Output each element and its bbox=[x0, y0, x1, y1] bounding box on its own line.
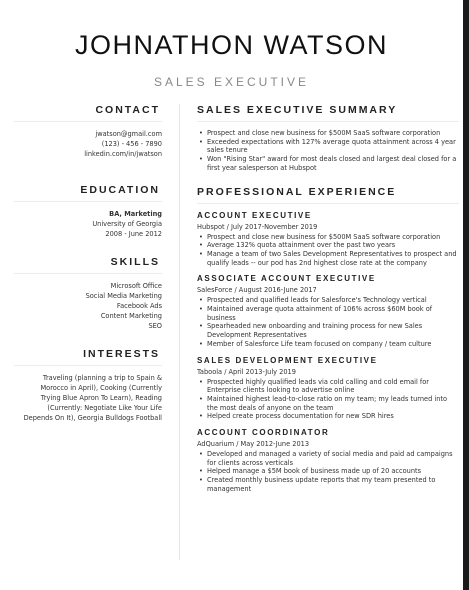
job-title: ACCOUNT COORDINATOR bbox=[197, 428, 330, 438]
interests-line: Traveling (planning a trip to Spain & bbox=[42, 374, 162, 382]
skill-item: Facebook Ads bbox=[116, 302, 162, 310]
summary-bullet: • Won "Rising Star" award for most deals closed and largest deal closed for a first year salesperson at Hubspot bbox=[197, 155, 459, 172]
contact-phone: (123) - 456 - 7890 bbox=[101, 140, 162, 148]
job-bullet: • Member of Salesforce Life team focused on company / team culture bbox=[197, 340, 459, 349]
summary-bullet: • Prospect and close new business for $500M SaaS software corporation bbox=[197, 129, 459, 138]
job-company-dates: AdQuarium / May 2012-June 2013 bbox=[197, 440, 310, 449]
job-company-dates: Taboola / April 2013-July 2019 bbox=[197, 367, 296, 376]
skill-item: Content Marketing bbox=[100, 312, 162, 320]
summary-section bbox=[197, 104, 459, 173]
page-edge-bar bbox=[463, 0, 469, 590]
summary-bullet: • Exceeded expectations with 127% average quota attainment across 4 year sales tenure bbox=[197, 138, 459, 155]
column-divider bbox=[179, 104, 180, 560]
contact-email[interactable]: jwatson@gmail.com bbox=[95, 130, 162, 138]
job-bullet: • Spearheaded new onboarding and training process for new Sales Development Representatives bbox=[197, 322, 459, 339]
job-company-dates: SalesForce / August 2016-June 2017 bbox=[197, 286, 317, 295]
interests-heading: INTERESTS bbox=[83, 348, 160, 360]
job-bullet: • Prospected and qualified leads for Salesforce's Technology vertical bbox=[197, 296, 459, 305]
job-bullet: • Developed and managed a variety of social media and paid ad campaigns for clients across verticals bbox=[197, 450, 459, 467]
education-degree: BA, Marketing bbox=[109, 210, 162, 218]
job-bullet: • Prospect and close new business for $500M SaaS software corporation bbox=[197, 233, 459, 242]
section-rule bbox=[14, 273, 162, 274]
skill-item: Microsoft Office bbox=[110, 282, 162, 290]
education-section bbox=[14, 184, 162, 239]
job-bullet: • Prospected highly qualified leads via cold calling and cold email for Enterprise clients looking to advertise online bbox=[197, 378, 459, 395]
job-bullet: • Created monthly business update reports that my team presented to management bbox=[197, 476, 459, 493]
job-entry bbox=[197, 211, 459, 268]
job-bullet: • Manage a team of two Sales Development Representatives to prospect and qualify leads -- our pod has 2nd highest close rate at the company bbox=[197, 250, 459, 267]
interests-section bbox=[14, 348, 162, 423]
left-column bbox=[14, 104, 162, 423]
job-bullet: • Maintained highest lead-to-close ratio on my team; my leads turned into the most deals of anyone on the team bbox=[197, 395, 459, 412]
interests-line: Trying Blue Apron To Learn), Reading bbox=[40, 394, 162, 402]
section-rule bbox=[197, 203, 459, 204]
job-entry bbox=[197, 274, 459, 348]
skills-section bbox=[14, 256, 162, 331]
section-rule bbox=[14, 201, 162, 202]
job-bullets bbox=[197, 296, 459, 348]
candidate-name: JOHNATHON WATSON bbox=[75, 30, 388, 60]
job-company-dates: Hubspot / July 2017-November 2019 bbox=[197, 222, 318, 231]
interests-line: Depends On It), Georgia Bulldogs Football bbox=[23, 414, 162, 422]
skill-item: SEO bbox=[148, 322, 162, 330]
contact-linkedin[interactable]: linkedin.com/in/jwatson bbox=[84, 150, 162, 158]
job-entry bbox=[197, 356, 459, 422]
summary-list bbox=[197, 129, 459, 173]
education-heading: EDUCATION bbox=[80, 184, 160, 196]
job-bullet: • Helped manage a $5M book of business made up of 20 accounts bbox=[197, 467, 459, 476]
section-rule bbox=[14, 121, 162, 122]
summary-heading: SALES EXECUTIVE SUMMARY bbox=[197, 104, 398, 116]
job-title: SALES DEVELOPMENT EXECUTIVE bbox=[197, 355, 378, 365]
right-column bbox=[197, 104, 459, 494]
job-bullets bbox=[197, 233, 459, 268]
contact-section bbox=[14, 104, 162, 159]
interests-line: Morocco in April), Cooking (Currently bbox=[40, 384, 162, 392]
section-rule bbox=[14, 365, 162, 366]
experience-section bbox=[197, 186, 459, 494]
skills-heading: SKILLS bbox=[110, 256, 160, 268]
candidate-title: SALES EXECUTIVE bbox=[153, 75, 310, 89]
education-school: University of Georgia bbox=[92, 220, 162, 228]
job-bullets bbox=[197, 450, 459, 494]
job-bullet: • Average 132% quota attainment over the past two years bbox=[197, 241, 459, 250]
contact-heading: CONTACT bbox=[95, 104, 160, 116]
job-title: ASSOCIATE ACCOUNT EXECUTIVE bbox=[197, 274, 376, 284]
resume-header bbox=[0, 30, 463, 89]
experience-heading: PROFESSIONAL EXPERIENCE bbox=[197, 185, 397, 198]
job-bullets bbox=[197, 378, 459, 422]
job-bullet: • Maintained average quota attainment of 106% across $60M book of business bbox=[197, 305, 459, 322]
job-bullet: • Helped create process documentation for new SDR hires bbox=[197, 412, 459, 421]
interests-line: (Currently: Negotiate Like Your Life bbox=[47, 404, 162, 412]
job-title: ACCOUNT EXECUTIVE bbox=[197, 210, 312, 220]
job-entry bbox=[197, 428, 459, 494]
skill-item: Social Media Marketing bbox=[85, 292, 162, 300]
section-rule bbox=[197, 121, 459, 122]
education-dates: 2008 - June 2012 bbox=[105, 230, 162, 238]
